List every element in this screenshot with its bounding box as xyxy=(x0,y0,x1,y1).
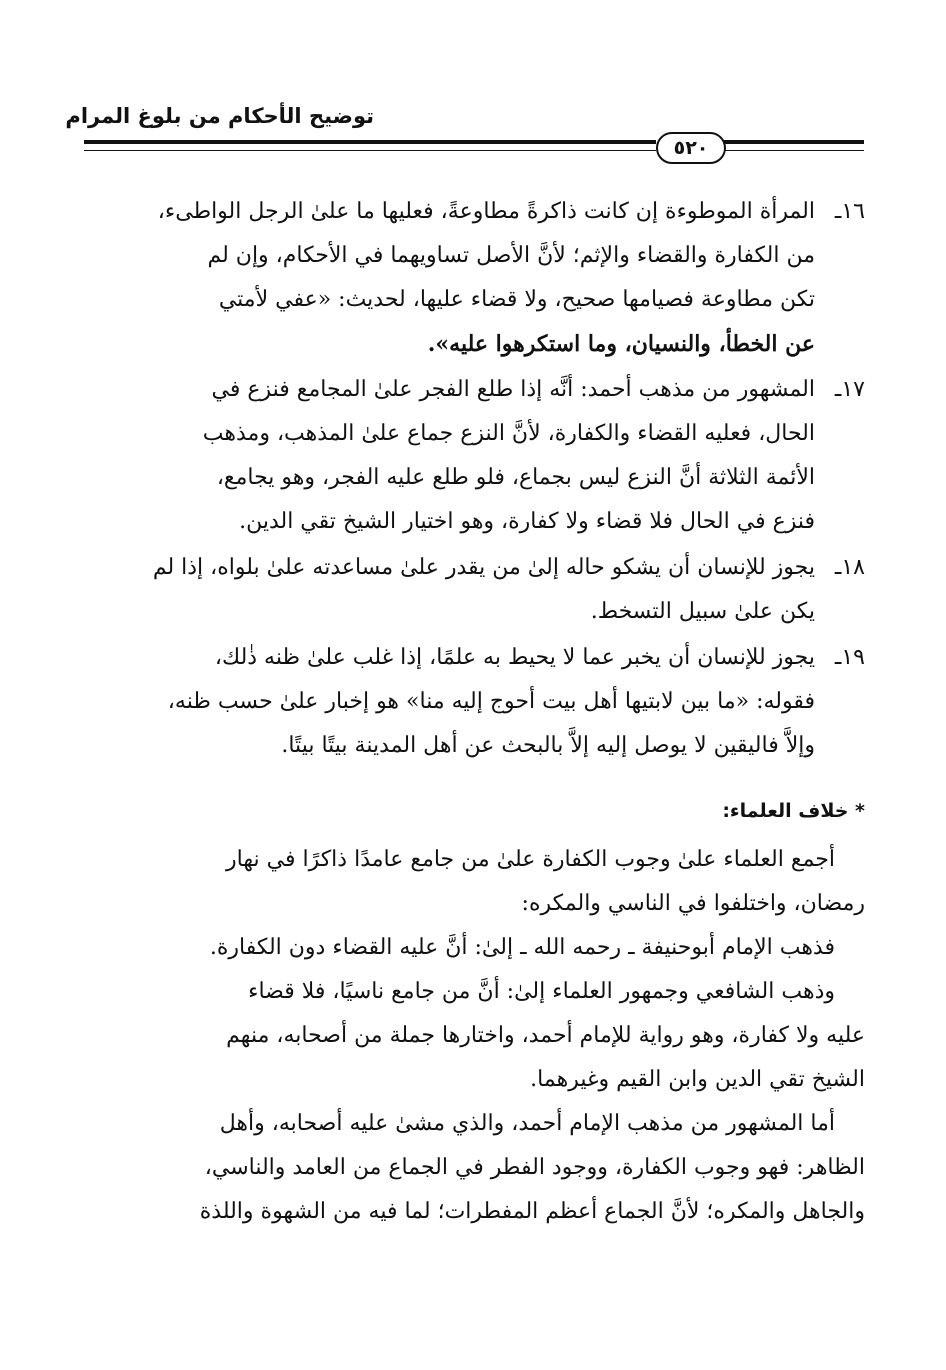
header-rule-left xyxy=(84,140,656,144)
text-line: تكن مطاوعة فصيامها صحيح، ولا قضاء عليها، لحديث: «عفي لأمتي xyxy=(218,287,815,312)
paragraph xyxy=(78,1102,865,1234)
text-line: من الكفارة والقضاء والإثم؛ لأنَّ الأصل تساويهما في الأحكام، وإن لم xyxy=(207,243,815,268)
page-number: ٥٢٠ xyxy=(656,132,726,164)
text-line: يجوز للإنسان أن يشكو حاله إلىٰ من يقدر علىٰ مساعدته علىٰ بلواه، إذا لم xyxy=(152,555,815,580)
section-heading: * خلاف العلماء: xyxy=(722,800,865,822)
paragraph xyxy=(78,838,865,926)
text-line: أجمع العلماء علىٰ وجوب الكفارة علىٰ من جامع عامدًا ذاكرًا في نهار xyxy=(226,847,835,872)
text-line: وذهب الشافعي وجمهور العلماء إلىٰ: أنَّ من جامع ناسيًا، فلا قضاء xyxy=(248,979,835,1004)
text-line: الحال، فعليه القضاء والكفارة، لأنَّ النزع جماع علىٰ المذهب، ومذهب xyxy=(202,421,815,446)
header-rule-right xyxy=(722,140,864,144)
header-rule-right-thin xyxy=(722,150,864,151)
text-line: المشهور من مذهب أحمد: أنَّه إذا طلع الفجر علىٰ المجامع فنزع في xyxy=(211,377,815,402)
hadith-text-line: عن الخطأ، والنسيان، وما استكرهوا عليه». xyxy=(427,331,815,357)
item-number: ١٩ـ xyxy=(834,645,865,670)
text-line: الأئمة الثلاثة أنَّ النزع ليس بجماع، فلو طلع عليه الفجر، وهو يجامع، xyxy=(216,465,815,490)
section-body xyxy=(78,838,865,1234)
running-header-title: توضيح الأحكام من بلوغ المرام xyxy=(65,104,374,128)
list-item-18 xyxy=(78,546,865,634)
text-line: رمضان، واختلفوا في الناسي والمكره: xyxy=(521,891,865,916)
list-item-17 xyxy=(78,368,865,544)
text-line: وإلاَّ فاليقين لا يوصل إليه إلاَّ بالبحث عن أهل المدينة بيتًا بيتًا. xyxy=(281,733,815,758)
text-line: والجاهل والمكره؛ لأنَّ الجماع أعظم المفطرات؛ لما فيه من الشهوة واللذة xyxy=(199,1199,865,1224)
item-number: ١٨ـ xyxy=(834,555,865,580)
text-line: أما المشهور من مذهب الإمام أحمد، والذي مشىٰ عليه أصحابه، وأهل xyxy=(219,1111,835,1136)
text-line: عليه ولا كفارة، وهو رواية للإمام أحمد، واختارها جملة من أصحابه، منهم xyxy=(226,1023,865,1048)
numbered-list xyxy=(78,190,865,768)
text-line: الشيخ تقي الدين وابن القيم وغيرهما. xyxy=(530,1067,865,1092)
header-rule-left-thin xyxy=(84,150,656,151)
text-line: فنزع في الحال فلا قضاء ولا كفارة، وهو اختيار الشيخ تقي الدين. xyxy=(239,509,815,534)
text-line: فذهب الإمام أبوحنيفة ـ رحمه الله ـ إلىٰ: أنَّ عليه القضاء دون الكفارة. xyxy=(209,935,835,960)
item-number: ١٧ـ xyxy=(834,377,865,402)
paragraph xyxy=(78,926,865,970)
text-line: يكن علىٰ سبيل التسخط. xyxy=(590,599,815,624)
text-line: يجوز للإنسان أن يخبر عما لا يحيط به علمًا، إذا غلب علىٰ ظنه ذٰلك، xyxy=(214,645,815,670)
text-line: الظاهر: فهو وجوب الكفارة، ووجود الفطر في الجماع من العامد والناسي، xyxy=(204,1155,865,1180)
list-item-16 xyxy=(78,190,865,366)
paragraph xyxy=(78,970,865,1102)
item-number: ١٦ـ xyxy=(834,199,865,224)
text-line: المرأة الموطوءة إن كانت ذاكرةً مطاوعةً، فعليها ما علىٰ الرجل الواطىء، xyxy=(157,199,815,224)
list-item-19 xyxy=(78,636,865,768)
text-line: فقوله: «ما بين لابتيها أهل بيت أحوج إليه منا» هو إخبار علىٰ حسب ظنه، xyxy=(167,689,815,714)
